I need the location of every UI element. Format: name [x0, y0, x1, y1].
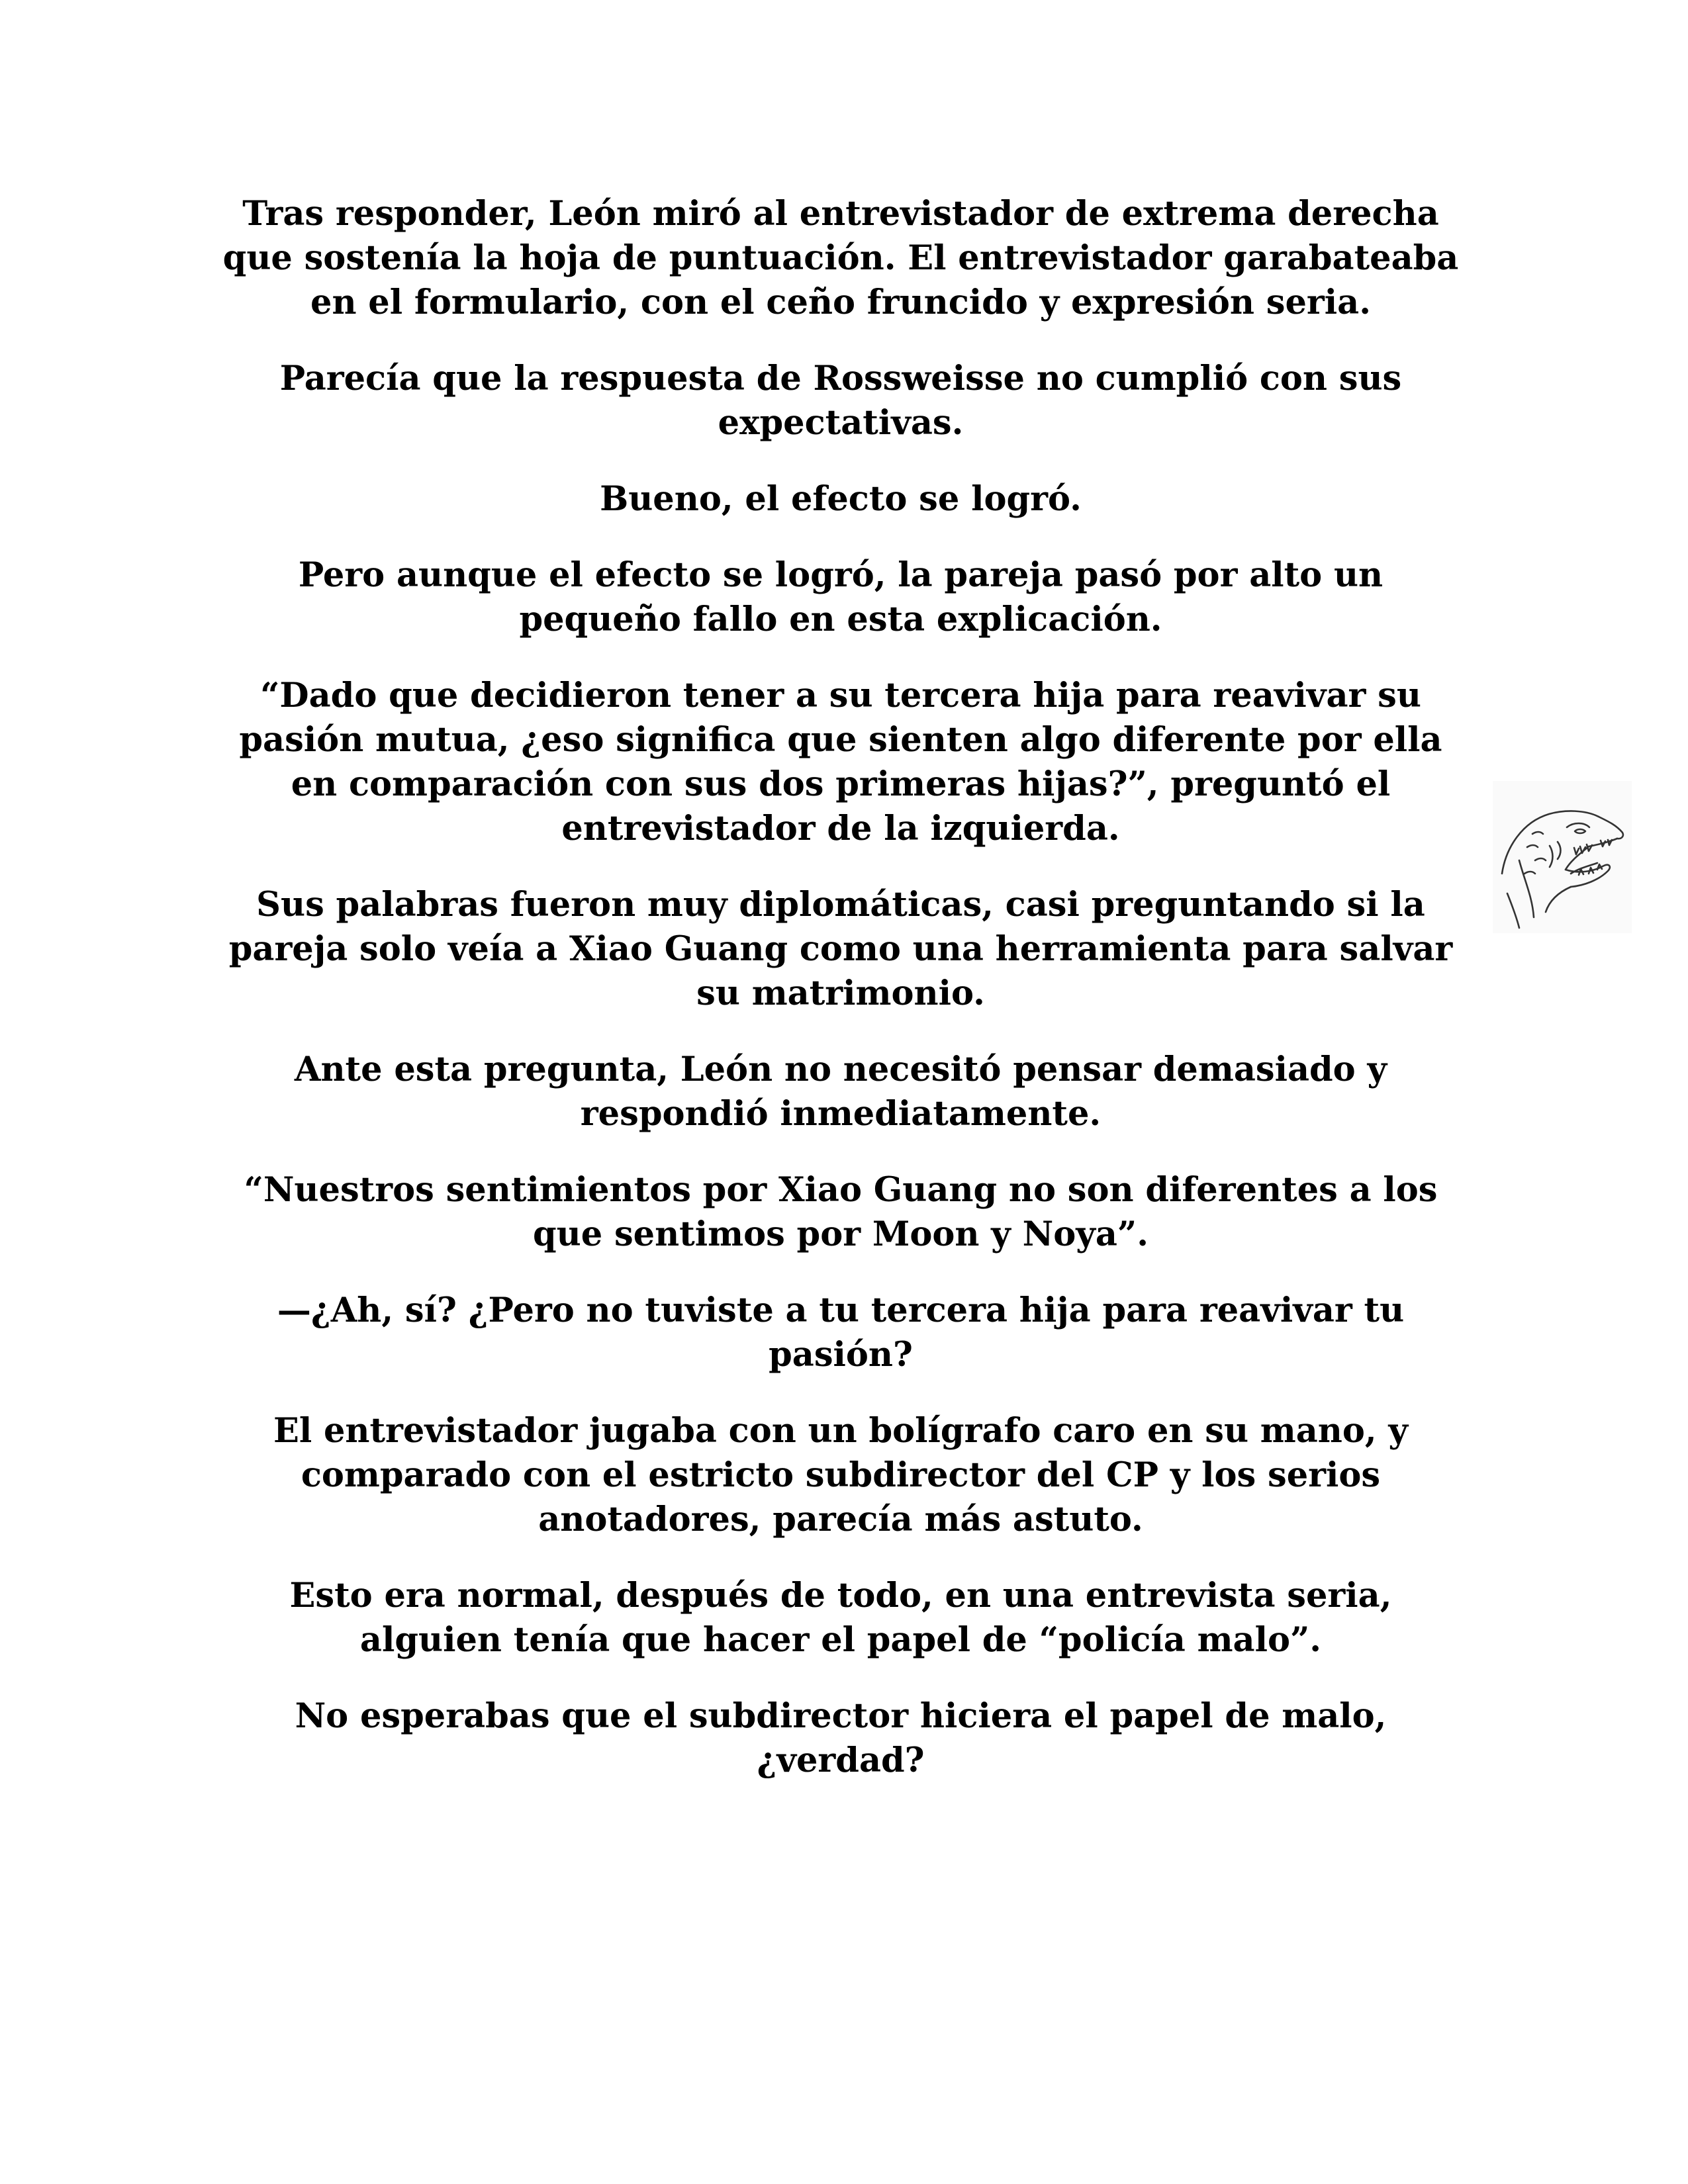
dinosaur-head-sketch-icon: [1493, 781, 1632, 933]
paragraph: Ante esta pregunta, León no necesitó pensar demasiado y respondió inmediatamente.: [294, 1050, 1387, 1134]
paragraph: No esperabas que el subdirector hiciera el papel de malo, ¿verdad?: [295, 1696, 1387, 1780]
paragraph: Tras responder, León miró al entrevistador de extrema derecha que sostenía la hoja de puntuación. El entrevistador garabateaba en el formulario, con el ceño fruncido y expresión seria.: [222, 194, 1459, 322]
paragraph: Bueno, el efecto se logró.: [600, 479, 1082, 519]
paragraph: “Nuestros sentimientos por Xiao Guang no son diferentes a los que sentimos por Moon y Noya”.: [244, 1170, 1438, 1254]
body-text: [218, 192, 1463, 1783]
paragraph: “Dado que decidieron tener a su tercera hija para reavivar su pasión mutua, ¿eso significa que sienten algo diferente por ella en comparación con sus dos primeras hijas?”, preguntó el entrevistador de la izquierda.: [239, 676, 1442, 848]
paragraph: Parecía que la respuesta de Rossweisse no cumplió con sus expectativas.: [279, 359, 1402, 443]
paragraph: —¿Ah, sí? ¿Pero no tuviste a tu tercera hija para reavivar tu pasión?: [277, 1291, 1405, 1375]
paragraph: Sus palabras fueron muy diplomáticas, casi preguntando si la pareja solo veía a Xiao Guang como una herramienta para salvar su matrimonio.: [228, 885, 1453, 1013]
paragraph: El entrevistador jugaba con un bolígrafo caro en su mano, y comparado con el estricto subdirector del CP y los serios anotadores, parecía más astuto.: [273, 1411, 1409, 1539]
paragraph: Pero aunque el efecto se logró, la pareja pasó por alto un pequeño fallo en esta explicación.: [298, 555, 1383, 639]
paragraph: Esto era normal, después de todo, en una entrevista seria, alguien tenía que hacer el papel de “policía malo”.: [289, 1576, 1392, 1660]
